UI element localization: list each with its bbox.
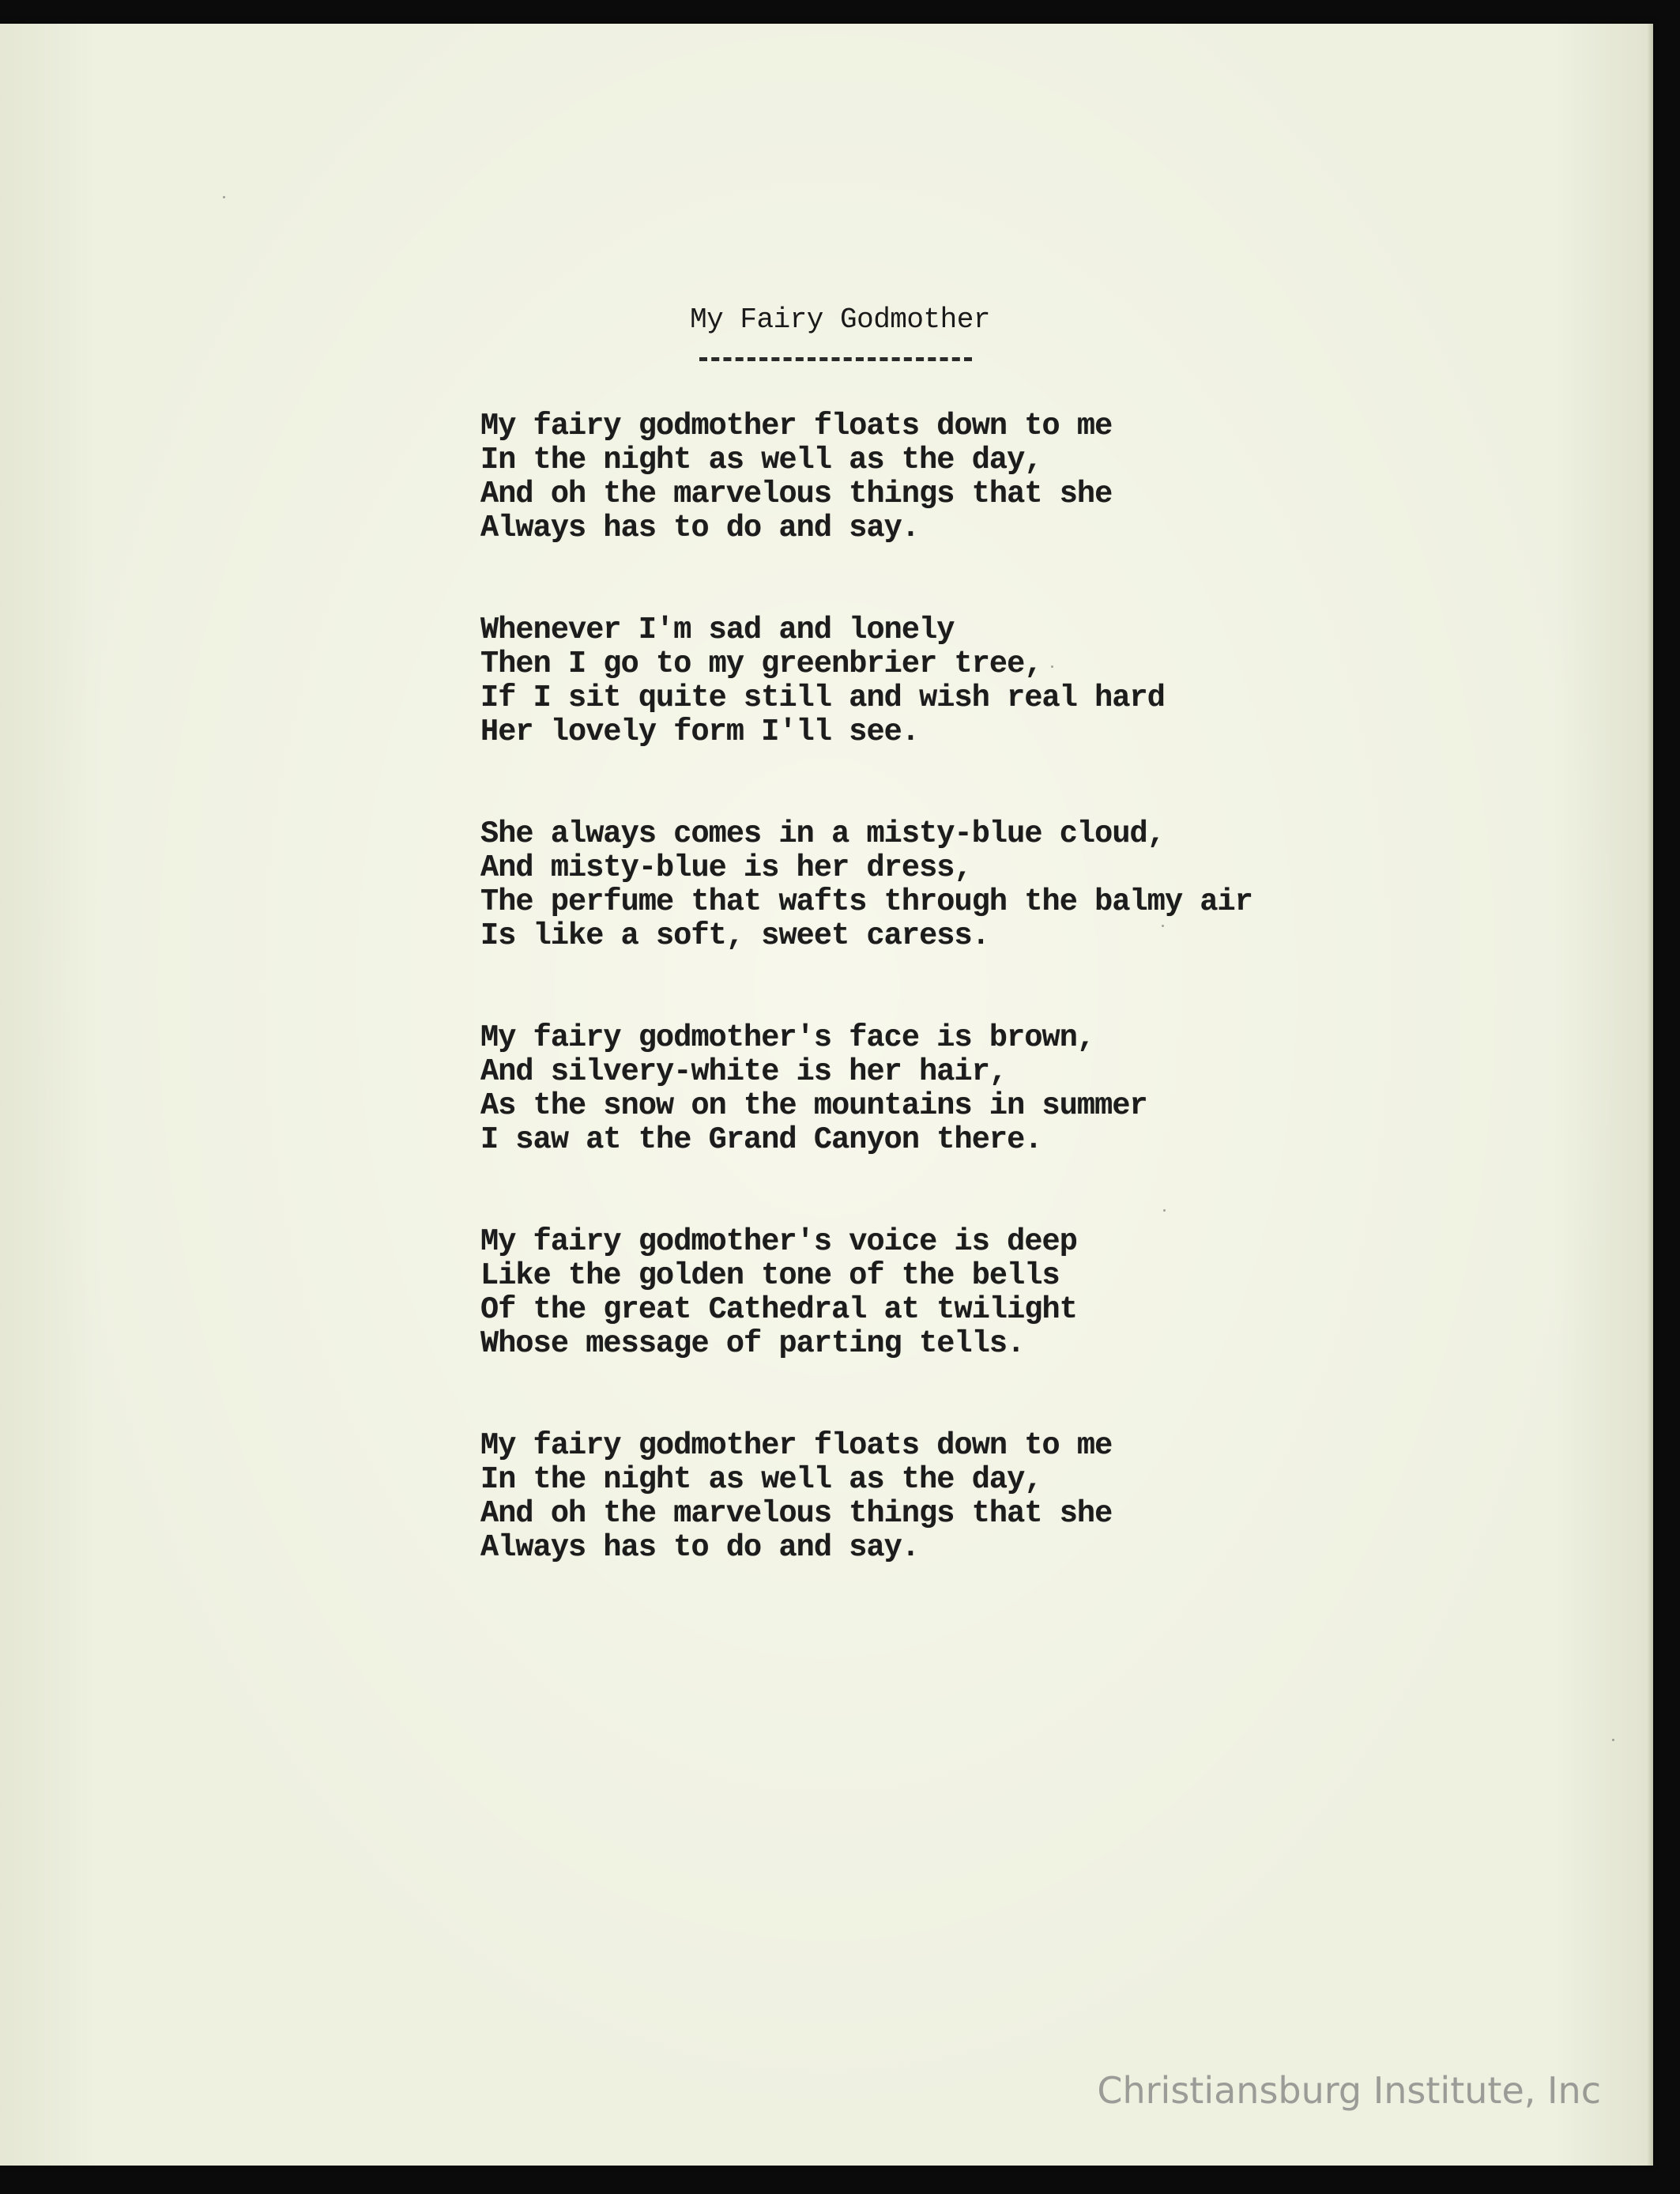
paper-speck (223, 196, 225, 198)
poem-line: Whenever I'm sad and lonely (480, 613, 955, 647)
stanza (480, 1225, 1508, 1361)
stanza (480, 817, 1508, 953)
poem-line: She always comes in a misty-blue cloud, (480, 816, 1165, 851)
poem-line: In the night as well as the day, (480, 1462, 1042, 1497)
poem-line: Always has to do and say. (480, 511, 920, 545)
poem-line: Of the great Cathedral at twilight (480, 1292, 1077, 1327)
poem-line: My fairy godmother floats down to me (480, 409, 1113, 443)
paper-speck (1612, 1739, 1614, 1741)
poem-title: My Fairy Godmother (690, 303, 990, 336)
poem-line: I saw at the Grand Canyon there. (480, 1122, 1042, 1157)
poem-line: Always has to do and say. (480, 1530, 920, 1565)
poem-line: And oh the marvelous things that she (480, 477, 1113, 511)
stanza (480, 1429, 1508, 1565)
poem-line: And oh the marvelous things that she (480, 1496, 1113, 1531)
paper-edge (1647, 24, 1653, 2166)
poem-line: Whose message of parting tells. (480, 1326, 1025, 1361)
poem-body (480, 409, 1508, 1633)
poem-line: Is like a soft, sweet caress. (480, 918, 989, 953)
stanza (480, 409, 1508, 545)
poem-line: And silvery-white is her hair, (480, 1054, 1008, 1089)
title-underline (699, 357, 972, 361)
stanza (480, 1021, 1508, 1157)
poem-line: And misty-blue is her dress, (480, 850, 972, 885)
poem-line: My fairy godmother floats down to me (480, 1428, 1113, 1463)
poem-line: The perfume that wafts through the balmy air (480, 884, 1252, 919)
poem-line: My fairy godmother's voice is deep (480, 1224, 1077, 1259)
poem-line: My fairy godmother's face is brown, (480, 1020, 1095, 1055)
poem-line: Her lovely form I'll see. (480, 714, 920, 749)
poem-line: Like the golden tone of the bells (480, 1258, 1060, 1293)
poem-line: If I sit quite still and wish real hard (480, 680, 1165, 715)
stanza (480, 613, 1508, 749)
watermark-text: Christiansburg Institute, Inc (1097, 2069, 1601, 2112)
poem-line: Then I go to my greenbrier tree, (480, 647, 1042, 681)
poem-line: As the snow on the mountains in summer (480, 1088, 1147, 1123)
poem-line: In the night as well as the day, (480, 443, 1042, 477)
